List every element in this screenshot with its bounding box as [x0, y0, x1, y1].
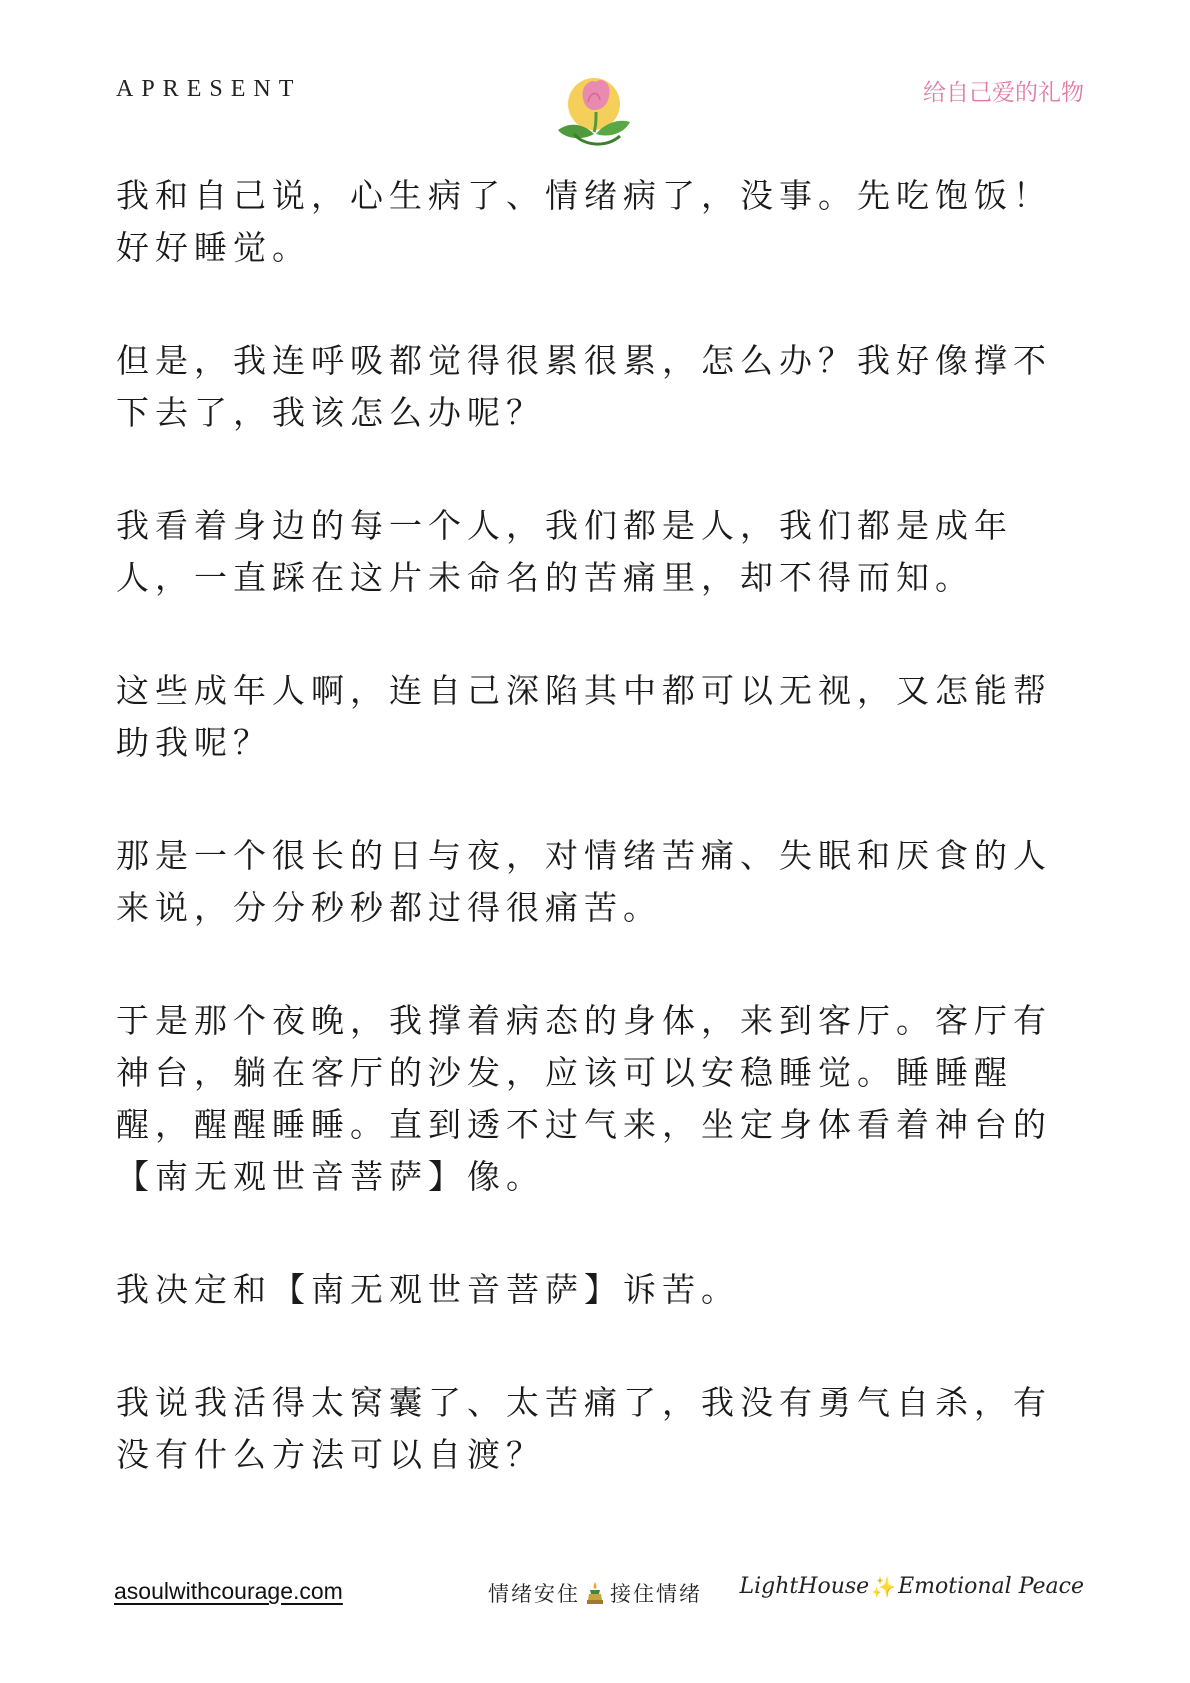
lamp-icon	[584, 1580, 606, 1606]
article-body	[116, 170, 1076, 1542]
sparkle-icon: ✨	[871, 1574, 897, 1599]
brand-right-text: Emotional Peace	[898, 1574, 1084, 1599]
footer-motto	[488, 1578, 702, 1608]
paragraph: 但是，我连呼吸都觉得很累很累，怎么办？我好像撑不下去了，我该怎么办呢？	[116, 341, 1052, 432]
footer-brand	[740, 1574, 1084, 1599]
paragraph: 那是一个很长的日与夜，对情绪苦痛、失眠和厌食的人来说，分分秒秒都过得很痛苦。	[116, 836, 1052, 927]
paragraph: 于是那个夜晚，我撑着病态的身体，来到客厅。客厅有神台，躺在客厅的沙发，应该可以安稳睡觉。睡睡醒醒，醒醒睡睡。直到透不过气来，坐定身体看着神台的【南无观世音菩萨】像。	[116, 1001, 1052, 1196]
brand-name: APRESENT	[116, 76, 302, 102]
paragraph: 我看着身边的每一个人，我们都是人，我们都是成年人，一直踩在这片未命名的苦痛里，却不得而知。	[116, 506, 1013, 597]
website-link[interactable]: asoulwithcourage.com	[114, 1578, 343, 1604]
paragraph: 这些成年人啊，连自己深陷其中都可以无视，又怎能帮助我呢？	[116, 671, 1052, 762]
paragraph: 我决定和【南无观世音菩萨】诉苦。	[116, 1270, 740, 1309]
motto-right-text: 接住情绪	[610, 1582, 702, 1606]
paragraph: 我和自己说，心生病了、情绪病了，没事。先吃饱饭！好好睡觉。	[116, 176, 1052, 267]
paragraph: 我说我活得太窝囊了、太苦痛了，我没有勇气自杀，有没有什么方法可以自渡？	[116, 1383, 1052, 1474]
motto-left-text: 情绪安住	[488, 1582, 580, 1606]
tagline: 给自己爱的礼物	[923, 80, 1084, 106]
brand-left-text: LightHouse	[739, 1574, 870, 1599]
lotus-flower-icon	[554, 72, 640, 152]
